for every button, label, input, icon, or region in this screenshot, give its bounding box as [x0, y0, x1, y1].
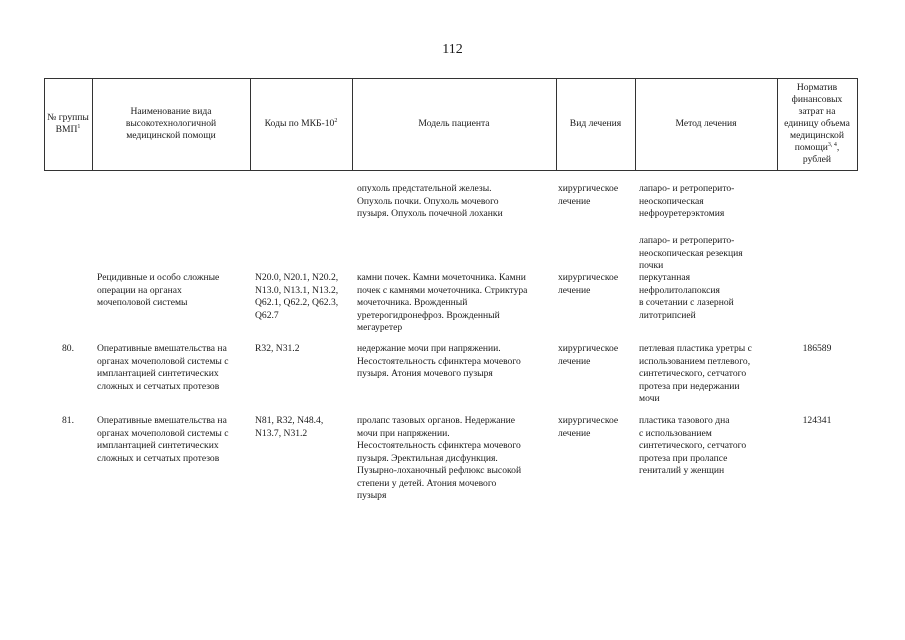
header-treatment-type: Вид лечения — [569, 118, 622, 129]
table-row-vmp-name: Рецидивные и особо сложные операции на органах мочеполовой системы — [97, 272, 220, 308]
table-row-cost: 186589 — [802, 343, 832, 354]
table-row-group-number: 80. — [62, 343, 74, 354]
table-row-treatment-type: хирургическое лечение — [558, 343, 619, 367]
table-row-treatment-method: петлевая пластика уретры с использованием петлевого, синтетического, сетчатого протеза при недержании мочи — [639, 343, 752, 404]
header-group-number: № группы ВМП$^1$ — [47, 112, 89, 135]
table-row-vmp-name: Оперативные вмешательства на органах мочеполовой системы с имплантацией синтетических сложных и сетчатых протезов — [97, 343, 229, 392]
header-patient-model: Модель пациента — [418, 118, 490, 129]
table-row-patient-model: пролапс тазовых органов. Недержание мочи при напряжении. Несостоятельность сфинктера мочевого пузыря. Эректильная дисфункция. Пузырно-лоханочный рефлюкс высокой степени у детей. Атония мочевого пузыря — [357, 415, 522, 501]
table-row-treatment-method: лапаро- и ретроперито- неоскопическая нефроуретерэктомия — [639, 183, 735, 219]
header-vmp-name: Наименование вида высокотехнологичной медицинской помощи — [125, 106, 217, 141]
table-row-patient-model: камни почек. Камни мочеточника. Камни почек с камнями мочеточника. Стриктура мочеточника. Врожденный уретерогидронефроз. Врожденный мегауретер — [357, 272, 528, 333]
table-header-bottom-rule — [44, 170, 858, 171]
table-row-icd-codes: N20.0, N20.1, N20.2, N13.0, N13.1, N13.2, Q62.1, Q62.2, Q62.3, Q62.7 — [255, 272, 339, 321]
table-row-treatment-method: перкутанная нефролитолапоксия в сочетании с лазерной литотрипсией — [639, 272, 734, 321]
table-row-treatment-type: хирургическое лечение — [558, 272, 619, 296]
header-cost-standard: Норматив финансовых затрат на единицу объема медицинской помощи$^{3, 4}$, рублей — [784, 82, 850, 165]
table-row-group-number: 81. — [62, 415, 74, 426]
table-row-cost: 124341 — [802, 415, 832, 426]
page-number: 112 — [442, 42, 463, 57]
table-row-patient-model: недержание мочи при напряжении. Несостоятельность сфинктера мочевого пузыря. Атония мочевого пузыря — [357, 343, 521, 379]
table-row-treatment-type: хирургическое лечение — [558, 415, 619, 439]
table-row-icd-codes: N81, R32, N48.4, N13.7, N31.2 — [255, 415, 324, 439]
table-row-treatment-type: хирургическое лечение — [558, 183, 619, 207]
table-row-icd-codes: R32, N31.2 — [255, 343, 300, 354]
col-border — [857, 78, 858, 170]
table-row-treatment-method: лапаро- и ретроперито- неоскопическая резекция почки — [639, 235, 743, 271]
table-row-patient-model: опухоль предстательной железы. Опухоль почки. Опухоль мочевого пузыря. Опухоль почечной лоханки — [357, 183, 503, 219]
table-row-vmp-name: Оперативные вмешательства на органах мочеполовой системы с имплантацией синтетических сложных и сетчатых протезов — [97, 415, 229, 464]
header-treatment-method: Метод лечения — [675, 118, 737, 129]
header-icd-codes: Коды по МКБ-$10^2$ — [264, 117, 338, 129]
table-row-treatment-method: пластика тазового дна с использованием синтетического, сетчатого протеза при пролапсе гениталий у женщин — [639, 415, 747, 476]
